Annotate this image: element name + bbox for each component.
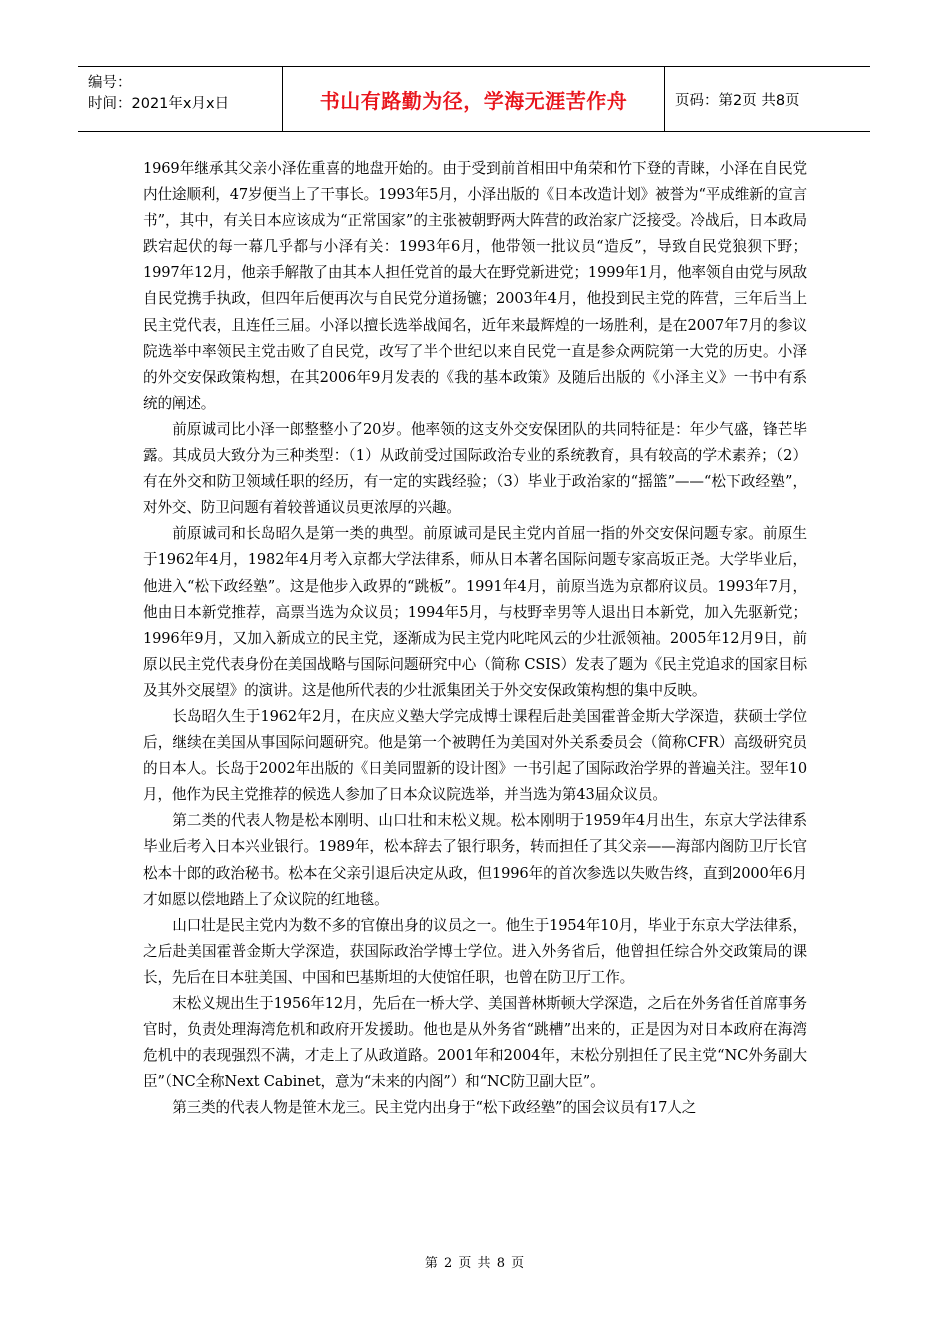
header-motto-cell — [283, 67, 665, 131]
paragraph: 山口壮是民主党内为数不多的官僚出身的议员之一。他生于1954年10月，毕业于东京大学法律系，之后赴美国霍普金斯大学深造，获国际政治学博士学位。进入外务省后，他曾担任综合外交政策局的课长，先后在日本驻美国、中国和巴基斯坦的大使馆任职，也曾在防卫厅工作。 — [143, 916, 807, 986]
page-footer: 第 2 页 共 8 页 — [424, 1256, 526, 1271]
paragraph: 第三类的代表人物是笹木龙三。民主党内出身于“松下政经塾”的国会议员有17人之 — [172, 1099, 697, 1117]
paragraph: 1969年继承其父亲小泽佐重喜的地盘开始的。由于受到前首相田中角荣和竹下登的青睐，小泽在自民党内仕途顺利，47岁便当上了干事长。1993年5月，小泽出版的《日本改造计划》被誉为“平成维新的宣言书”，其中，有关日本应该成为“正常国家”的主张被朝野两大阵营的政治家广泛接受。冷战后，日本政局跌宕起伏的每一幕几乎都与小泽有关：1993年6月，他带领一批议员“造反”，导致自民党狼狈下野；1997年12月，他亲手解散了由其本人担任党首的最大在野党新进党；1999年1月，他率领自由党与夙敌自民党携手执政，但四年后便再次与自民党分道扬镳；2003年4月，他投到民主党的阵营，三年后当上民主党代表，且连任三届。小泽以擅长选举战闻名，近年来最辉煌的一场胜利，是在2007年7月的参议院选举中率领民主党击败了自民党，改写了半个世纪以来自民党一直是参众两院第一大党的历史。小泽的外交安保政策构想，在其2006年9月发表的《我的基本政策》及随后出版的《小泽主义》一书中有系统的阐述。 — [143, 160, 807, 412]
document-number-label: 编号： — [88, 75, 132, 91]
paragraph: 前原诚司和长岛昭久是第一类的典型。前原诚司是民主党内首屈一指的外交安保问题专家。前原生于1962年4月，1982年4月考入京都大学法律系，师从日本著名国际问题专家高坂正尧。大学毕业后，他进入“松下政经塾”。这是他步入政界的“跳板”。1991年4月，前原当选为京都府议员。1993年7月，他由日本新党推荐，高票当选为众议员；1994年5月，与枝野幸男等人退出日本新党，加入先驱新党；1996年9月，又加入新成立的民主党，逐渐成为民主党内叱咤风云的少壮派领袖。2005年12月9日，前原以民主党代表身份在美国战略与国际问题研究中心（简称 CSIS）发表了题为《民主党追求的国家目标及其外交展望》的演讲。这是他所代表的少壮派集团关于外交安保政策构想的集中反映。 — [143, 525, 807, 699]
paragraph: 第二类的代表人物是松本刚明、山口壮和末松义规。松本刚明于1959年4月出生，东京大学法律系毕业后考入日本兴业银行。1989年，松本辞去了银行职务，转而担任了其父亲——海部内阁防卫厅长官松本十郎的政治秘书。松本在父亲引退后决定从政，但1996年的首次参选以失败告终，直到2000年6月才如愿以偿地踏上了众议院的红地毯。 — [143, 812, 807, 908]
document-body — [143, 156, 807, 1121]
paragraph: 前原诚司比小泽一郎整整小了20岁。他率领的这支外交安保团队的共同特征是：年少气盛，锋芒毕露。其成员大致分为三种类型：（1）从政前受过国际政治专业的系统教育，具有较高的学术素养；（2）有在外交和防卫领域任职的经历，有一定的实践经验；（3）毕业于政治家的“摇篮”——“松下政经塾”，对外交、防卫问题有着较普通议员更浓厚的兴趣。 — [143, 420, 807, 517]
page-header — [78, 66, 870, 132]
header-motto: 书山有路勤为径，学海无涯苦作舟 — [319, 88, 628, 113]
document-date-label: 时间：2021年x月x日 — [88, 96, 230, 112]
header-meta — [78, 67, 283, 131]
paragraph: 长岛昭久生于1962年2月，在庆应义塾大学完成博士课程后赴美国霍普金斯大学深造，获硕士学位后，继续在美国从事国际问题研究。他是第一个被聘任为美国对外关系委员会（简称CFR）高级研究员的日本人。长岛于2002年出版的《日美同盟新的设计图》一书引起了国际政治学界的普遍关注。翌年10月，他作为民主党推荐的候选人参加了日本众议院选举，并当选为第43届众议员。 — [143, 707, 807, 804]
header-page-info: 页码：第2页 共8页 — [675, 92, 800, 109]
paragraph: 末松义规出生于1956年12月，先后在一桥大学、美国普林斯顿大学深造，之后在外务省任首席事务官时，负责处理海湾危机和政府开发援助。他也是从外务省“跳槽”出来的，正是因为对日本政府在海湾危机中的表现强烈不满，才走上了从政道路。2001年和2004年，末松分别担任了民主党“NC外务副大臣”（NC全称Next Cabinet，意为“未来的内阁”）和“NC防卫副大臣”。 — [143, 995, 807, 1091]
